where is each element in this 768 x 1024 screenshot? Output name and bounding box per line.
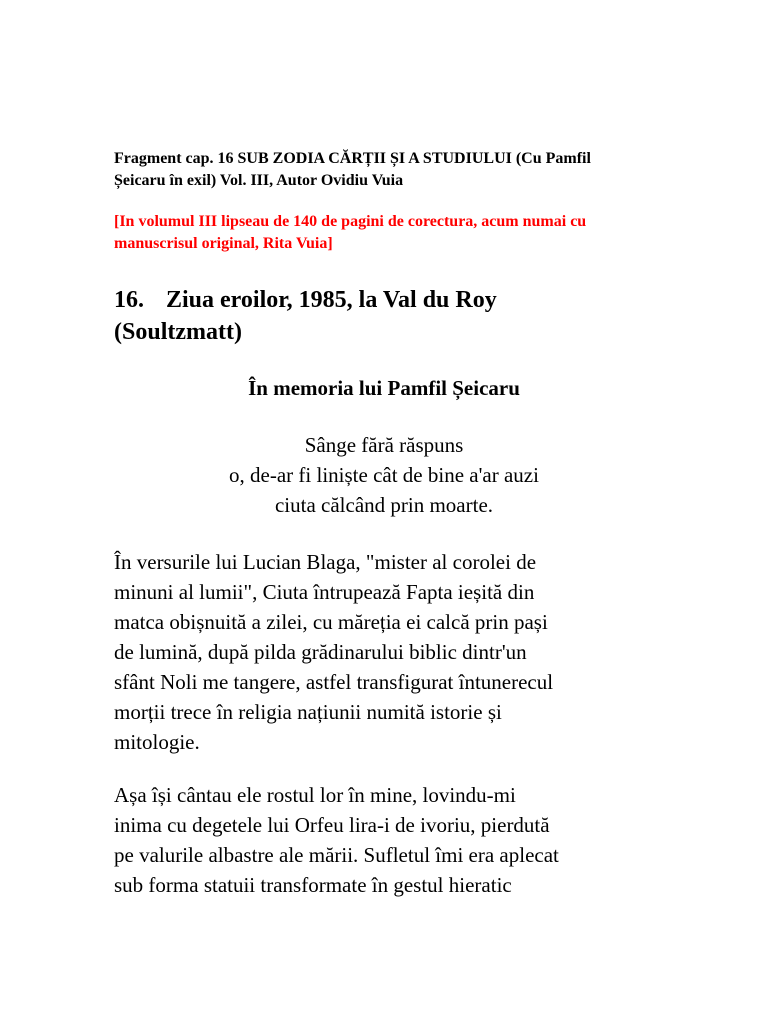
paragraph-line: de lumină, după pilda grădinarului biblic dintr'un (114, 640, 527, 664)
chapter-title (114, 284, 654, 348)
poem-line: Sânge fără răspuns (304, 433, 464, 457)
paragraph-line: morții trece în religia națiunii numită istorie și (114, 700, 502, 724)
editor-note-line: [In volumul III lipseau de 140 de pagini de corectura, acum numai cu (114, 213, 587, 230)
poem-line: ciuta călcând prin moarte. (274, 493, 494, 517)
editor-note (114, 211, 654, 255)
editor-note-line: manuscrisul original, Rita Vuia] (114, 235, 333, 252)
paragraph-line: mitologie. (114, 730, 200, 754)
paragraph-line: pe valurile albastre ale mării. Sufletul îmi era aplecat (114, 843, 559, 867)
paragraph-line: inima cu degetele lui Orfeu lira-i de ivoriu, pierdută (114, 813, 550, 837)
body-paragraph (114, 547, 654, 757)
paragraph-line: În versurile lui Lucian Blaga, "mister al corolei de (114, 550, 537, 574)
paragraph-line: matca obișnuită a zilei, cu măreția ei calcă prin pași (114, 610, 548, 634)
paragraph-line: sfânt Noli me tangere, astfel transfigurat întunerecul (114, 670, 554, 694)
poem-line: o, de-ar fi liniște cât de bine a'ar auzi (229, 463, 539, 487)
chapter-title-text: Ziua eroilor, 1985, la Val du Roy (166, 287, 497, 313)
paragraph-line: minuni al lumii", Ciuta întrupează Fapta ieșită din (114, 580, 535, 604)
fragment-header (114, 148, 654, 192)
chapter-title-line (114, 284, 654, 316)
paragraph-line: Așa își cântau ele rostul lor în mine, lovindu-mi (114, 783, 516, 807)
poem-quote (114, 430, 654, 520)
fragment-header-line: Fragment cap. 16 SUB ZODIA CĂRȚII ȘI A STUDIULUI (Cu Pamfil (114, 150, 591, 167)
dedication-heading: În memoria lui Pamfil Șeicaru (248, 376, 520, 400)
fragment-header-line: Șeicaru în exil) Vol. III, Autor Ovidiu Vuia (114, 172, 404, 189)
body-paragraph (114, 780, 654, 900)
paragraph-line: sub forma statuii transformate în gestul hieratic (114, 873, 512, 897)
chapter-number: 16. (114, 287, 144, 313)
chapter-title-line: (Soultzmatt) (114, 319, 242, 345)
